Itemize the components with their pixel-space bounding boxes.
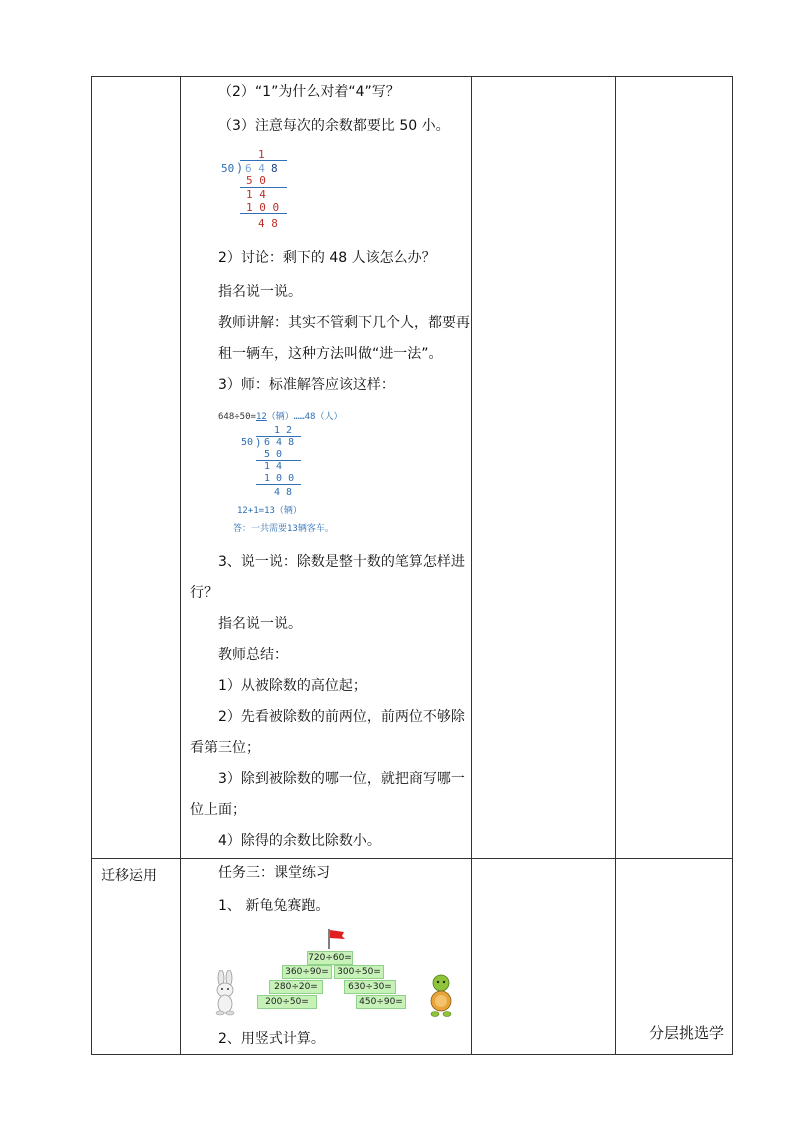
equation-left: 648÷50= [218,412,256,422]
expression-box: 360÷90= [282,965,332,979]
expression-box: 630÷30= [344,980,396,994]
division-row: 1 4 [264,461,283,472]
turtle-icon [426,974,456,1018]
quotient: 1 2 [274,425,293,436]
summary-title: 教师总结： [218,647,288,663]
task-title: 任务三：课堂练习 [218,865,330,881]
division-row: 5 0 [246,174,266,187]
divisor: 50 [221,162,235,175]
question-line: （2）“1”为什么对着“4”写？ [218,84,400,100]
text-line: 行？ [190,585,218,601]
column-divider [471,77,472,1054]
division-row: 1 0 0 [264,473,295,484]
dividend: 6 4 8 [264,437,295,448]
summary-item: 位上面； [190,802,246,818]
section-label: 迁移运用 [101,868,157,884]
division-row: 1 4 [246,188,266,201]
text-line: 3、说一说：除数是整十数的笔算怎样进 [218,554,465,570]
division-bar [256,484,301,485]
row-divider [92,858,732,859]
text-line: 3）师：标准解答应该这样： [218,377,395,393]
quotient: 1 [258,148,265,161]
equation-quotient: 12 [255,412,267,422]
bracket: ) [255,436,262,449]
right-note: 分层挑选学 [649,1024,725,1042]
exercise-item: 2、用竖式计算。 [218,1031,325,1047]
summary-item: 4）除得的余数比除数小。 [218,833,381,849]
flag-icon [326,927,348,951]
text-line: 教师讲解：其实不管剩下几个人，都要再 [218,315,470,331]
remainder: 4 8 [258,217,278,230]
summary-item: 2）先看被除数的前两位，前两位不够除 [218,709,465,725]
expression-box: 200÷50= [257,995,317,1009]
text-line: 指名说一说。 [218,616,302,632]
rabbit-icon [210,970,240,1016]
discussion-line: 2）讨论：剩下的 48 人该怎么办？ [218,250,436,266]
dividend: 6 4 [245,162,265,175]
summary-item: 1）从被除数的高位起； [218,678,367,694]
summary-item: 看第三位； [190,740,260,756]
equation [218,409,342,422]
equation-remainder: （辆）……48（人） [266,412,343,422]
expression-box: 450÷90= [356,995,406,1009]
answer: 答：一共需要13辆客车。 [233,524,334,534]
division-row: 1 0 0 [246,201,280,214]
question-line: （3）注意每次的余数都要比 50 小。 [218,118,450,134]
exercise-item: 1、 新龟兔赛跑。 [218,898,330,914]
division-bar [240,160,287,161]
expression-box: 720÷60= [308,953,352,963]
column-divider [180,77,181,1054]
column-divider [615,77,616,1054]
text-line: 指名说一说。 [218,284,302,300]
extra-calc: 12+1=13（辆） [237,506,302,516]
expression-box: 300÷50= [334,965,384,979]
dividend: 8 [271,162,278,175]
bracket: ) [236,161,244,175]
division-bar [240,213,287,214]
text-line: 租一辆车，这种方法叫做“进一法”。 [218,346,443,362]
division-row: 5 0 [264,449,283,460]
expression-box: 280÷20= [269,980,323,994]
remainder: 4 8 [274,487,293,498]
summary-item: 3）除到被除数的哪一位，就把商写哪一 [218,771,465,787]
divisor: 50 [241,437,254,448]
